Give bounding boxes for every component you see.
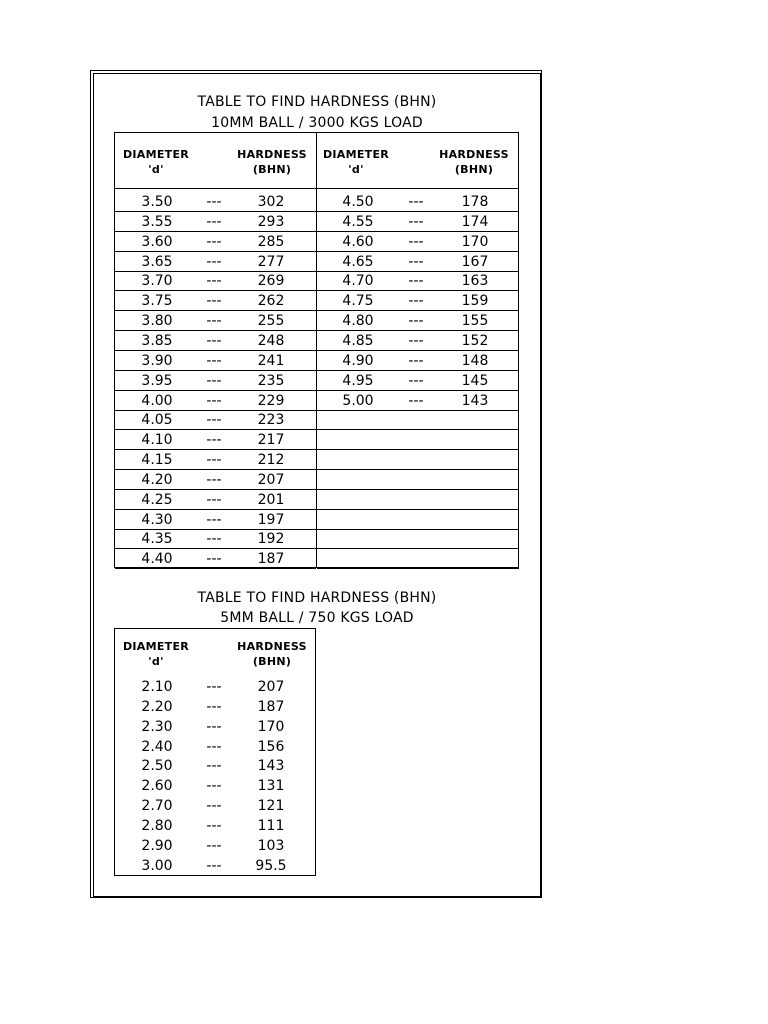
table-row — [317, 291, 519, 311]
hardness-cell: 163 — [461, 273, 489, 290]
table-row — [317, 410, 519, 430]
diameter-cell: 3.85 — [141, 332, 173, 349]
table-row — [115, 450, 316, 470]
hardness-table-5mm — [114, 628, 316, 876]
diameter-cell: 4.10 — [141, 432, 173, 449]
table-row — [317, 490, 519, 510]
table-row — [115, 470, 316, 490]
table-row — [317, 391, 519, 411]
table-row — [317, 311, 519, 331]
header-diameter: DIAMETER 'd' — [122, 148, 190, 176]
diameter-cell: 4.70 — [342, 273, 374, 290]
separator-cell: --- — [206, 837, 222, 854]
hardness-cell: 145 — [461, 372, 489, 389]
table-row — [317, 212, 519, 232]
hardness-cell: 156 — [257, 738, 285, 755]
table-row — [115, 816, 315, 836]
separator-cell: --- — [206, 412, 222, 429]
diameter-cell: 4.90 — [342, 352, 374, 369]
separator-cell: --- — [408, 293, 424, 310]
diameter-cell: 2.60 — [141, 778, 173, 795]
diameter-cell: 2.50 — [141, 758, 173, 775]
hardness-cell: 212 — [257, 452, 285, 469]
table-row — [317, 232, 519, 252]
table2-header — [115, 629, 315, 684]
diameter-cell: 3.95 — [141, 372, 173, 389]
hardness-cell: 170 — [461, 233, 489, 250]
separator-cell: --- — [206, 233, 222, 250]
diameter-cell: 4.95 — [342, 372, 374, 389]
diameter-cell: 2.20 — [141, 698, 173, 715]
hardness-cell: 197 — [257, 511, 285, 528]
separator-cell: --- — [206, 531, 222, 548]
diameter-cell: 4.05 — [141, 412, 173, 429]
table-row — [317, 371, 519, 391]
separator-cell: --- — [408, 352, 424, 369]
separator-cell: --- — [206, 758, 222, 775]
hardness-cell: 170 — [257, 718, 285, 735]
hardness-cell: 95.5 — [255, 857, 287, 874]
table-row — [115, 410, 316, 430]
table-row — [115, 331, 316, 351]
separator-cell: --- — [206, 698, 222, 715]
diameter-cell: 3.60 — [141, 233, 173, 250]
separator-cell: --- — [206, 738, 222, 755]
separator-cell: --- — [206, 857, 222, 874]
table-row — [317, 252, 519, 272]
table-row — [115, 856, 315, 876]
diameter-cell: 2.40 — [141, 738, 173, 755]
hardness-cell: 111 — [257, 817, 285, 834]
hardness-cell: 293 — [257, 213, 285, 230]
separator-cell: --- — [206, 432, 222, 449]
separator-cell: --- — [408, 313, 424, 330]
table2-title-line2: 5MM BALL / 750 KGS LOAD — [220, 610, 414, 626]
separator-cell: --- — [408, 213, 424, 230]
diameter-cell: 4.50 — [342, 194, 374, 210]
header-diameter: DIAMETER 'd' — [122, 640, 190, 668]
table-row — [317, 331, 519, 351]
separator-cell: --- — [206, 817, 222, 834]
hardness-cell: 207 — [257, 679, 285, 695]
separator-cell: --- — [206, 332, 222, 349]
table1-right-header — [317, 133, 519, 188]
table-row — [317, 192, 519, 212]
hardness-cell: 187 — [257, 698, 285, 715]
separator-cell: --- — [408, 194, 424, 210]
separator-cell: --- — [206, 511, 222, 528]
diameter-cell: 2.70 — [141, 798, 173, 815]
table-row — [317, 529, 519, 549]
hardness-cell: 143 — [257, 758, 285, 775]
diameter-cell: 3.00 — [141, 857, 173, 874]
diameter-cell: 4.30 — [141, 511, 173, 528]
hardness-cell: 201 — [257, 491, 285, 508]
table-row — [115, 212, 316, 232]
hardness-cell: 121 — [257, 798, 285, 815]
hardness-cell: 174 — [461, 213, 489, 230]
table-row — [317, 510, 519, 530]
diameter-cell: 4.85 — [342, 332, 374, 349]
hardness-cell: 285 — [257, 233, 285, 250]
separator-cell: --- — [408, 392, 424, 409]
table-row — [115, 371, 316, 391]
separator-cell: --- — [206, 372, 222, 389]
header-hardness: HARDNESS (BHN) — [237, 640, 307, 668]
hardness-cell: 223 — [257, 412, 285, 429]
separator-cell: --- — [206, 293, 222, 310]
separator-cell: --- — [206, 452, 222, 469]
table2-title-line1: TABLE TO FIND HARDNESS (BHN) — [197, 590, 437, 606]
diameter-cell: 3.80 — [141, 313, 173, 330]
table-row — [317, 450, 519, 470]
diameter-cell: 4.55 — [342, 213, 374, 230]
table-row — [115, 549, 316, 569]
hardness-cell: 178 — [461, 194, 489, 210]
hardness-cell: 255 — [257, 313, 285, 330]
diameter-cell: 2.90 — [141, 837, 173, 854]
table-row — [317, 470, 519, 490]
hardness-cell: 148 — [461, 352, 489, 369]
separator-cell: --- — [408, 372, 424, 389]
diameter-cell: 4.65 — [342, 253, 374, 270]
table-row — [115, 737, 315, 757]
table-row — [115, 776, 315, 796]
hardness-cell: 167 — [461, 253, 489, 270]
table-row — [115, 529, 316, 549]
separator-cell: --- — [206, 213, 222, 230]
diameter-cell: 4.20 — [141, 471, 173, 488]
table-row — [115, 271, 316, 291]
table-row — [115, 311, 316, 331]
diameter-cell: 4.25 — [141, 491, 173, 508]
diameter-cell: 2.80 — [141, 817, 173, 834]
separator-cell: --- — [408, 253, 424, 270]
separator-cell: --- — [206, 679, 222, 695]
hardness-cell: 217 — [257, 432, 285, 449]
table-row — [115, 717, 315, 737]
table-row — [317, 351, 519, 371]
separator-cell: --- — [206, 798, 222, 815]
separator-cell: --- — [206, 352, 222, 369]
table-row — [115, 291, 316, 311]
diameter-cell: 2.10 — [141, 679, 173, 695]
table-row — [115, 430, 316, 450]
hardness-cell: 131 — [257, 778, 285, 795]
diameter-cell: 4.00 — [141, 392, 173, 409]
hardness-cell: 155 — [461, 313, 489, 330]
separator-cell: --- — [206, 471, 222, 488]
separator-cell: --- — [206, 392, 222, 409]
table-row — [115, 252, 316, 272]
diameter-cell: 4.35 — [141, 531, 173, 548]
hardness-cell: 187 — [257, 551, 285, 568]
separator-cell: --- — [206, 778, 222, 795]
header-hardness: HARDNESS (BHN) — [237, 148, 307, 176]
table1-title-line2: 10MM BALL / 3000 KGS LOAD — [211, 115, 423, 131]
separator-cell: --- — [206, 253, 222, 270]
hardness-cell: 248 — [257, 332, 285, 349]
table-row — [115, 192, 316, 212]
table-row — [317, 271, 519, 291]
diameter-cell: 3.65 — [141, 253, 173, 270]
table1-left-header — [115, 133, 316, 188]
diameter-cell: 3.55 — [141, 213, 173, 230]
table-row — [115, 796, 315, 816]
hardness-cell: 229 — [257, 392, 285, 409]
header-hardness: HARDNESS (BHN) — [439, 148, 509, 176]
hardness-cell: 277 — [257, 253, 285, 270]
diameter-cell: 3.75 — [141, 293, 173, 310]
separator-cell: --- — [206, 313, 222, 330]
diameter-cell: 4.15 — [141, 452, 173, 469]
hardness-cell: 269 — [257, 273, 285, 290]
separator-cell: --- — [408, 273, 424, 290]
table-row — [115, 391, 316, 411]
diameter-cell: 4.75 — [342, 293, 374, 310]
hardness-cell: 192 — [257, 531, 285, 548]
table-row — [115, 351, 316, 371]
table-row — [317, 430, 519, 450]
hardness-cell: 103 — [257, 837, 285, 854]
table-row — [115, 836, 315, 856]
hardness-cell: 207 — [257, 471, 285, 488]
hardness-cell: 235 — [257, 372, 285, 389]
table-row — [115, 756, 315, 776]
header-rule — [115, 188, 518, 189]
hardness-cell: 143 — [461, 392, 489, 409]
separator-cell: --- — [206, 551, 222, 568]
separator-cell: --- — [206, 491, 222, 508]
diameter-cell: 4.40 — [141, 551, 173, 568]
table-row — [115, 510, 316, 530]
hardness-cell: 152 — [461, 332, 489, 349]
diameter-cell: 3.50 — [141, 194, 173, 210]
hardness-cell: 302 — [257, 194, 285, 210]
hardness-cell: 159 — [461, 293, 489, 310]
hardness-cell: 241 — [257, 352, 285, 369]
table-row — [115, 697, 315, 717]
diameter-cell: 5.00 — [342, 392, 374, 409]
header-diameter: DIAMETER 'd' — [322, 148, 390, 176]
table-row — [115, 490, 316, 510]
separator-cell: --- — [206, 718, 222, 735]
diameter-cell: 2.30 — [141, 718, 173, 735]
separator-cell: --- — [206, 194, 222, 210]
hardness-cell: 262 — [257, 293, 285, 310]
hardness-table-10mm — [114, 132, 519, 568]
separator-cell: --- — [408, 332, 424, 349]
table-row — [317, 549, 519, 569]
table1-title-line1: TABLE TO FIND HARDNESS (BHN) — [197, 94, 437, 110]
table-row — [115, 677, 315, 697]
table-row — [115, 232, 316, 252]
separator-cell: --- — [408, 233, 424, 250]
diameter-cell: 4.80 — [342, 313, 374, 330]
diameter-cell: 4.60 — [342, 233, 374, 250]
diameter-cell: 3.90 — [141, 352, 173, 369]
separator-cell: --- — [206, 273, 222, 290]
diameter-cell: 3.70 — [141, 273, 173, 290]
